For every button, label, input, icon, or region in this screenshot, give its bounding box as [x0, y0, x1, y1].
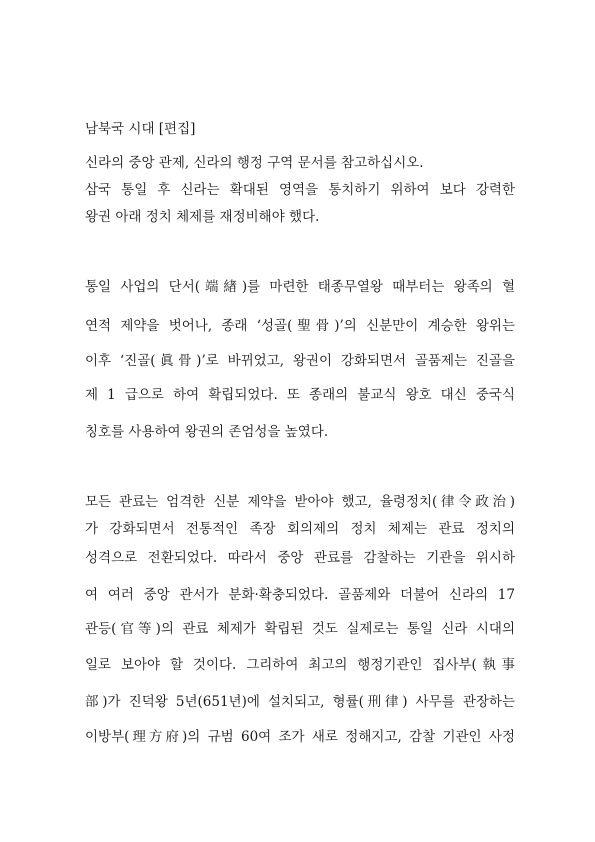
paragraph2-line-3: 성격으로 전환되었다. 따라서 중앙 관료를 감찰하는 기관을 위시하: [85, 550, 515, 566]
paragraph1-line-5: 칭호를 사용하여 왕권의 존엄성을 높였다.: [85, 424, 329, 440]
paragraph2-line-1: 모든 관료는 엄격한 신분 제약을 받아야 했고, 율령정치(律令政治): [85, 494, 515, 510]
paragraph1-line-1: 통일 사업의 단서(端緖)를 마련한 태종무열왕 때부터는 왕족의 혈: [85, 279, 515, 295]
intro-line-2: 왕권 아래 정치 체제를 재정비해야 했다.: [85, 209, 320, 225]
intro-line-1: 삼국 통일 후 신라는 확대된 영역을 통치하기 위하여 보다 강력한: [85, 182, 515, 198]
paragraph2-line-2: 가 강화되면서 전통적인 족장 회의제의 정치 체제는 관료 정치의: [85, 521, 515, 537]
paragraph1-line-3: 이후 ‘진골(眞骨)’로 바뀌었고, 왕권이 강화되면서 골품제는 진골을: [85, 353, 515, 369]
paragraph1-line-4: 제 1 급으로 하여 확립되었다. 또 종래의 불교식 왕호 대신 중국식: [85, 387, 515, 403]
paragraph2-line-8: 이방부(理方府)의 규범 60여 조가 새로 정해지고, 감찰 기관인 사정: [85, 729, 515, 745]
section-heading: 남북국 시대 [편집]: [85, 121, 196, 137]
paragraph2-line-7: 部)가 진덕왕 5년(651년)에 설치되고, 형률(刑律) 사무를 관장하는: [85, 694, 515, 710]
paragraph2-line-4: 여 여러 중앙 관서가 분화·확충되었다. 골품제와 더불어 신라의 17: [85, 587, 515, 603]
reference-note: 신라의 중앙 관제, 신라의 행정 구역 문서를 참고하십시오.: [85, 155, 424, 171]
paragraph1-line-2: 연적 제약을 벗어나, 종래 ‘성골(聖骨)’의 신분만이 계승한 왕위는: [85, 318, 515, 334]
paragraph2-line-5: 관등(官等)의 관료 체제가 확립된 것도 실제로는 통일 신라 시대의: [85, 621, 515, 637]
paragraph2-line-6: 일로 보아야 할 것이다. 그리하여 최고의 행정기관인 집사부(執事: [85, 657, 515, 673]
